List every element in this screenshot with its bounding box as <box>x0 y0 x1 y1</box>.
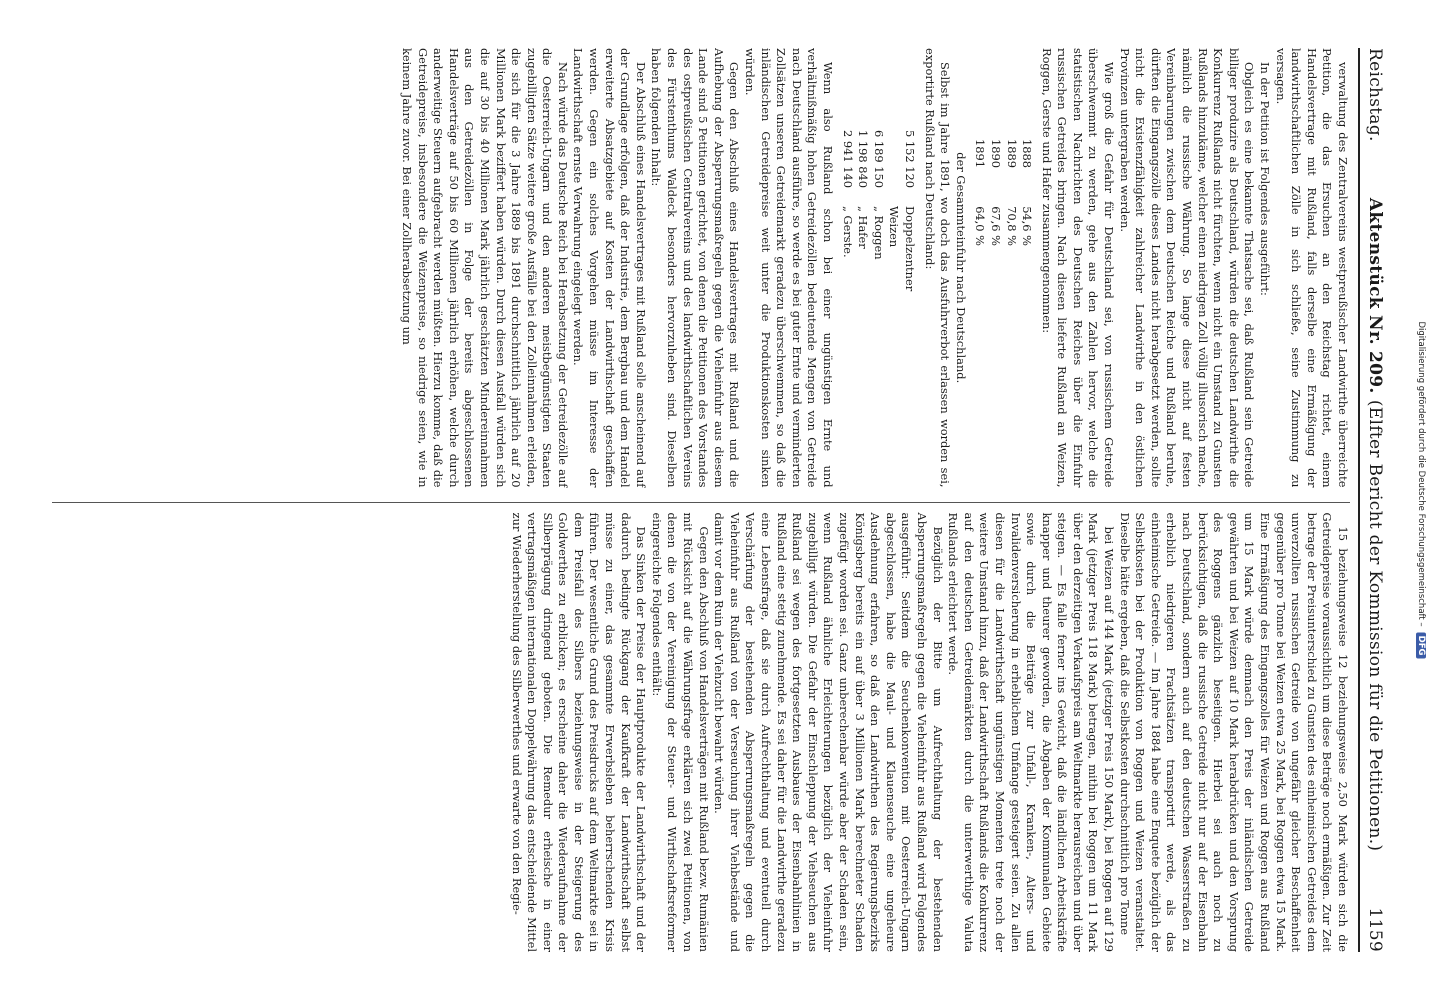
paragraph: Gegen den Abschluß von Handelsverträgen mit Rußland bezw. Rumänien mit Rücksicht auf die Währungsfrage erklären sich zwei Petitionen, von denen die von der Vereinigung der Steuer- und Wirthschaftsreformer eingereichte Folgendes enthält: <box>649 512 711 952</box>
paragraph: Wie groß die Gefahr für Deutschland sei, von russischem Getreide überschwemmt zu werden, gehe aus den Zahlen hervor, welche die statistischen Nachrichten des Deutschen Reiches über die Einfuhr russischen Getreides bringen. Nach diesen lieferte Rußland an Weizen, Roggen, Gerste und Hafer zusammengenommen: <box>1039 48 1117 488</box>
header-title <box>1365 142 1385 908</box>
table-cell: „ Gerste. <box>840 206 855 258</box>
table-cell: 1 198 840 <box>856 130 871 188</box>
paragraph: Obgleich es eine bekannte Thatsache sei, daß Rußland sein Getreide billiger produzire als Deutschland, würden die deutschen Landwirthe die Konkurrenz Rußlands nicht fürchten, wenn nicht ein Umstand zu Gunsten Rußlands hinzukäme, welcher einen niedrigen Zoll völlig illusorisch mache, nämlich die russische Währung. So lange diese nicht auf festen Vereinbarungen zwischen dem Deutschen Reiche und Rußland beruhe, dürften die Eingangszölle dieses Landes nicht herabgesetzt werden, sollte nicht die Existenzfähigkeit zahlreicher Landwirthe in den östlichen Provinzen untergraben werden. <box>1117 48 1257 488</box>
paragraph: Gegen den Abschluß eines Handelsvertrages mit Rußland und die Aufhebung der Absperrungsmaßregeln gegen die Vieheinfuhr aus diesem Lande sind 5 Petitionen gerichtet, von denen die Petitionen des Vorstandes des ostpreußischen Centralvereins und des landwirthschaftlichen Vereins des Fürstenthums Waldeck besonders hervorzuheben sind. Dieselben haben folgenden Inhalt: <box>649 48 742 488</box>
paragraph: verwaltung des Zentralvereins westpreußischer Landwirthe überreichte Petition, die das Ersuchen an den Reichstag richtet, einem Handelsvertrage mit Rußland, falls derselbe eine Ermäßigung der landwirthschaftlichen Zölle in sich schließe, seine Zustimmung zu versagen. <box>1273 48 1350 488</box>
table-row <box>855 108 871 488</box>
table-cell: 67,6 % <box>988 206 1003 246</box>
table-cell: 54,6 % <box>1020 206 1035 246</box>
left-column <box>52 48 1350 488</box>
table-row <box>886 108 917 488</box>
table-cell: 1888 <box>1020 139 1035 168</box>
paragraph: Bezüglich der Bitte um Aufrechthaltung der bestehenden Absperrungsmaßregeln gegen die Vieheinfuhr aus Rußland wird Folgendes ausgeführt: Seitdem die Seuchenkonvention mit Oesterreich-Ungarn abgeschlossen, habe die Maul- und Klauenseuche eine ungeheure Ausdehnung erfahren, so daß den Landwirthen des Regierungsbezirks Königsberg bereits ein auf über 3 Millionen Mark berechneter Schaden zugefügt worden sei. Ganz unberechenbar würde aber der Schaden sein, wenn Rußland ähnliche Erleichterungen bezüglich der Vieheinfuhr zugebilligt würden. Die Gefahr der Einschleppung der Viehseuchen aus Rußland sei wegen des fortgesetzten Ausbaues der Eisenbahnlinien in Rußland eine stetig zunehmende. Es sei daher für die Landwirthe geradezu eine Lebensfrage, daß sie durch Aufrechthaltung und eventuell durch Verschärfung der bestehenden Absperrungsmaßregeln gegen die Vieheinfuhr aus Rußland von der Verseuchung ihrer Viehbestände und damit vor dem Ruin der Viehzucht bewahrt würden. <box>712 512 945 952</box>
table-row <box>839 108 855 488</box>
table-cell: 2 941 140 <box>840 130 855 188</box>
import-share-table <box>972 108 1034 488</box>
dfg-logo: DFG <box>1416 633 1426 659</box>
table-cell: 64,0 % <box>973 206 988 246</box>
paragraph: Selbst im Jahre 1891, wo doch das Ausfuhrverbot erlassen worden sei, exportirte Rußland nach Deutschland: <box>922 48 953 488</box>
page-header <box>1358 48 1390 952</box>
table-row <box>1019 108 1035 488</box>
table-cell: 1890 <box>988 139 1003 168</box>
table-cell: „ Hafer <box>856 206 871 249</box>
right-column <box>52 502 1350 953</box>
paragraph: Nach würde das Deutsche Reich bei Herabsetzung der Getreidezölle auf die Oesterreich-Ungarn und den anderen meistbegünstigten Staaten zugebilligten Sätze weitere große Ausfälle bei den Zolleinnahmen erleiden, die sich für die 3 Jahre 1889 bis 1891 durchschnittlich jährlich auf 20 Millionen Mark beziffert haben würden. Durch diesen Ausfall würden sich die auf 30 bis 40 Millionen Mark jährlich geschätzten Mindereinnahmen aus den Getreidezöllen in Folge der bereits abgeschlossenen Handelsverträge auf 50 bis 60 Millionen jährlich erhöhen, welche durch anderweitige Steuern aufgebracht werden müßten. Hierzu komme, daß die Getreidepreise, insbesondere die Weizenpreise, so niedrige seien, wie in keinem Jahre zuvor. Bei einer Zollherabsetzung um <box>399 48 570 488</box>
table-cell: „ Roggen <box>871 206 886 260</box>
paragraph: Der Abschluß eines Handelsvertrages mit Rußland solle anscheinend auf der Grundlage erfolgen, daß der Industrie, dem Bergbau und dem Handel erweiterte Absatzgebiete auf Kosten der Landwirthschaft geschaffen werden. Gegen ein solches Vorgehen müsse im Interesse der Landwirthschaft ernste Verwahrung eingelegt werden. <box>571 48 648 488</box>
table-cell: 6 189 150 <box>871 130 886 188</box>
header-left: Reichstag. <box>1365 48 1385 142</box>
table-row <box>987 108 1003 488</box>
paragraph: 15 beziehungsweise 12 beziehungsweise 2,50 Mark würden sich die Getreidepreise voraussichtlich um diese Beträge noch ermäßigen. Zur Zeit betrage der Preisunterschied zu Gunsten des einheimischen Getreides dem unverzollten russischen Getreide von ungefähr gleicher Beschaffenheit gegenüber pro Tonne bei Weizen etwa 25 Mark, bei Roggen etwa 15 Mark. Eine Ermäßigung des Eingangszolles für Weizen und Roggen aus Rußland um 15 Mark würde demnach den Preis der inländischen Getreide gewährten und bei Weizen auf 10 Mark herabdrücken und den Vorsprung des Roggens gänzlich beseitigen. Hierbei sei auch noch zu berücksichtigen, daß die russische Getreide nicht nur auf der Eisenbahn nach Deutschland, sondern auch auf den deutschen Wasserstraßen zu erheblich niedrigeren Frachtsätzen transportirt werde, als das einheimische Getreide. — Im Jahre 1884 habe eine Enquete bezüglich der Selbstkosten bei der Produktion von Roggen und Weizen veranstaltet. Dieselbe hätte ergeben, daß die Selbstkosten durchschnittlich pro Tonne <box>1117 512 1350 952</box>
paragraph: bei Weizen auf 144 Mark (jetziger Preis 150 Mark), bei Roggen auf 129 Mark (jetziger Preis 118 Mark) betragen, mithin bei Roggen um 11 Mark über den derzeitigen Verkaufspreis am Weltmarkte herausreichen und über steigen. — Es falle ferner ins Gewicht, daß die ländlichen Arbeitskräfte knapper und theurer geworden, die Abgaben der Kommunalen Gebiete sowie durch die Beiträge zur Unfall-, Kranken-, Alters- und Invalidenversicherung in erheblichem Umfange gesteigert seien. Zu allen diesen für die Landwirthschaft ungünstigen Momenten trete noch der weitere Umstand hinzu, daß der Landwirthschaft Rußlands die Konkurrenz auf den deutschen Getreidemärkten durch die unterwerthige Valuta Rußlands erleichtert werde. <box>946 512 1117 952</box>
header-title-bold: Aktenstück Nr. 209. <box>1365 197 1385 394</box>
newspaper-page <box>36 30 1396 970</box>
digitization-credit <box>1414 30 1428 950</box>
page-number: 1159 <box>1365 907 1385 952</box>
paragraph: In der Petition ist Folgendes ausgeführt: <box>1258 62 1273 296</box>
table-cell: 70,8 % <box>1004 206 1019 246</box>
table-row <box>870 108 886 488</box>
table-row <box>972 108 988 488</box>
table-cell: Doppelzentner Weizen <box>887 206 917 292</box>
table-cell: 5 152 120 <box>902 130 917 188</box>
table-cell: 1889 <box>1004 139 1019 168</box>
paragraph: der Gesammteinfuhr nach Deutschland. <box>953 152 968 384</box>
paragraph: Das Sinken der Preise der Hauptprodukte der Landwirthschaft und der dadurch bedingte Rückgang der Kaufkraft der Landwirthschaft selbst müsse zu einer, das gesammte Erwerbsleben beherrschenden Krisis führen. Der wesentliche Grund des Preisdrucks auf dem Weltmarkte sei in dem Preisfall des Silbers beziehungsweise in der Steigerung des Goldwerthes zu erblicken; es erscheine daher die Wiederaufnahme der Silberprägung dringend geboten. Die Remedur erheische in einer vertragsmäßigen internationalen Doppelwährung das entscheidende Mittel zur Wiederherstellung des Silberwerthes und erwarte von den Regie- <box>509 512 649 952</box>
credit-text: Digitalisierung gefördert durch die Deutsche Forschungsgemeinschaft – <box>1416 321 1426 627</box>
text-columns <box>52 48 1350 952</box>
export-quantity-table <box>839 108 917 488</box>
table-cell: 1891 <box>973 139 988 168</box>
header-title-rest: (Elfter Bericht der Kommission für die Petitionen.) <box>1365 399 1385 852</box>
paragraph: Wenn also Rußland schon bei einer ungünstigen Ernte und verhältnißmäßig hohen Getreidezöllen bedeutende Mengen von Getreide nach Deutschland ausführe, so werde es bei guter Ernte und verminderten Zollsätzen unseren Getreidemarkt geradezu überschwemmen, so daß die inländischen Getreidepreise weit unter die Produktionskosten sinken würden. <box>743 48 835 488</box>
table-row <box>1003 108 1019 488</box>
